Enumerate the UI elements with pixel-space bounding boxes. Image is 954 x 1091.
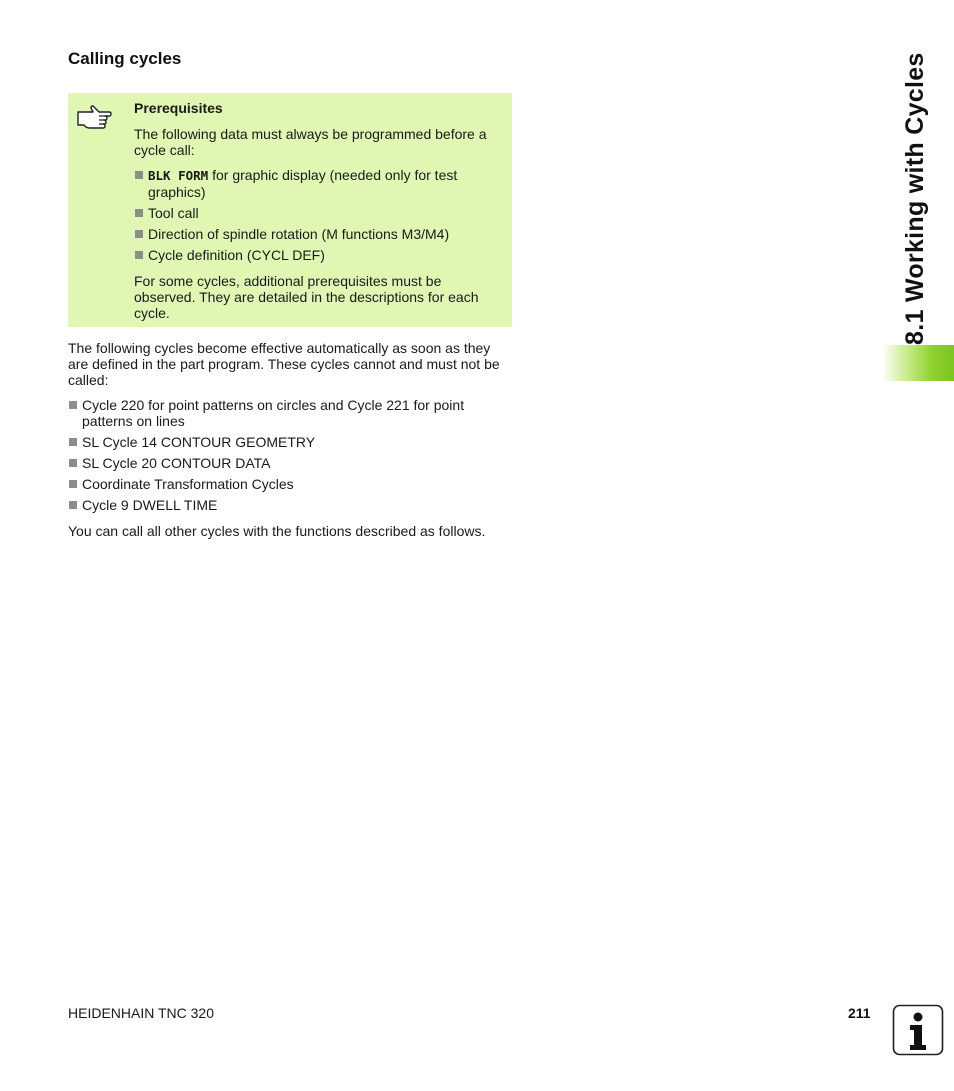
bullet-square-icon (69, 501, 77, 509)
info-icon (892, 1004, 944, 1056)
bullet-square-icon (69, 438, 77, 446)
list-item (134, 167, 504, 200)
section-title: Calling cycles (68, 49, 182, 68)
main-intro: The following cycles become effective automatically as soon as they are defined in the part program. These cycles cannot and must not be called: (68, 340, 500, 388)
list-item (68, 497, 512, 513)
list-item-text: Coordinate Transformation Cycles (82, 476, 294, 492)
list-item-text: Tool call (148, 205, 199, 221)
bullet-square-icon (135, 230, 143, 238)
bullet-square-icon (135, 171, 143, 179)
page-number: 211 (848, 1005, 871, 1021)
list-item-text: Cycle definition (CYCL DEF) (148, 247, 325, 263)
list-item-text: for graphic display (needed only for test graphics) (148, 167, 458, 200)
list-item (134, 205, 504, 221)
list-item (68, 434, 512, 450)
list-item-text: Cycle 9 DWELL TIME (82, 497, 218, 513)
list-item (134, 226, 504, 242)
list-item-text: Direction of spindle rotation (M functions M3/M4) (148, 226, 450, 242)
note-outro: For some cycles, additional prerequisites must be observed. They are detailed in the descriptions for each cycle. (134, 273, 479, 321)
auto-cycles-list (68, 397, 512, 513)
note-list (134, 167, 504, 263)
note-intro: The following data must always be programmed before a cycle call: (134, 126, 487, 158)
list-item-text: SL Cycle 20 CONTOUR DATA (82, 455, 271, 471)
list-item (68, 397, 512, 429)
main-outro: You can call all other cycles with the functions described as follows. (68, 523, 486, 539)
bullet-square-icon (69, 401, 77, 409)
chapter-side-title-container (893, 52, 937, 645)
code-text: BLK FORM (148, 168, 209, 183)
bullet-square-icon (69, 480, 77, 488)
chapter-side-title: 8.1 Working with Cycles (901, 52, 929, 345)
list-item (68, 455, 512, 471)
pointing-hand-icon (76, 103, 112, 131)
bullet-square-icon (135, 209, 143, 217)
bullet-square-icon (135, 251, 143, 259)
main-body (68, 340, 512, 548)
list-item (68, 476, 512, 492)
note-heading: Prerequisites (134, 100, 223, 116)
footer-product: HEIDENHAIN TNC 320 (68, 1005, 215, 1021)
list-item-text: SL Cycle 14 CONTOUR GEOMETRY (82, 434, 316, 450)
bullet-square-icon (69, 459, 77, 467)
prerequisites-note (68, 93, 512, 327)
list-item (134, 247, 504, 263)
list-item-text: Cycle 220 for point patterns on circles and Cycle 221 for point patterns on lines (82, 397, 465, 429)
